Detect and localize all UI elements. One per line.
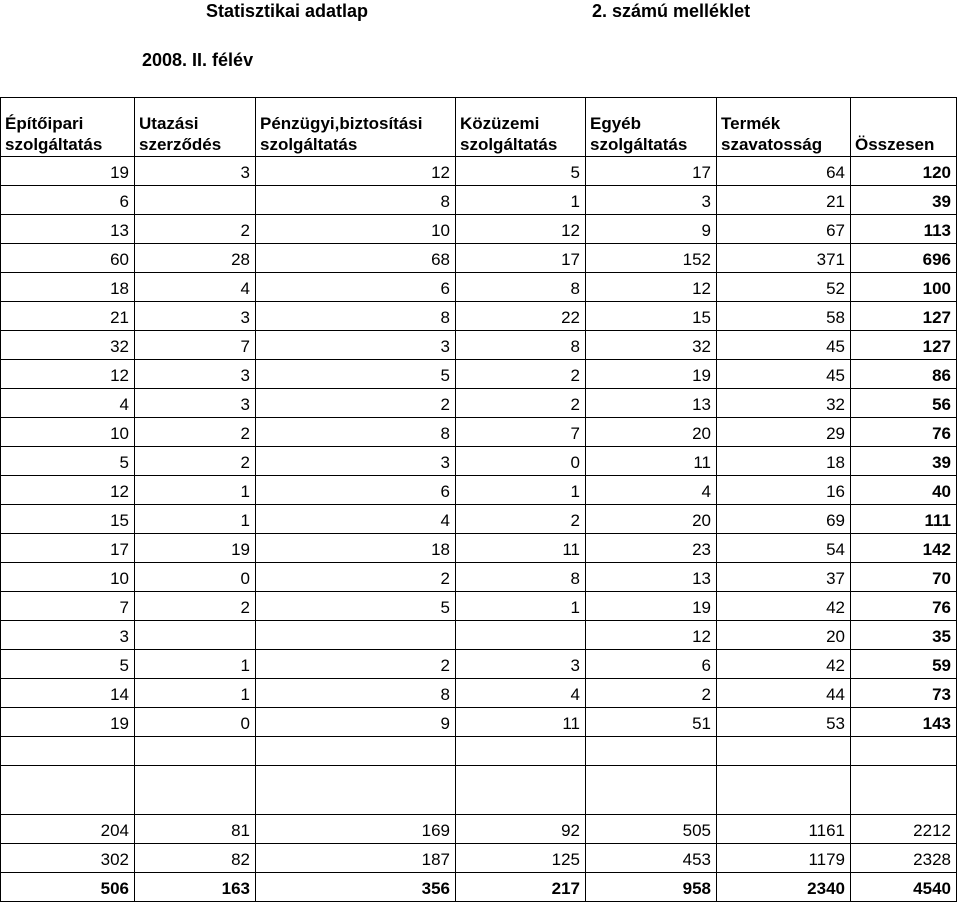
table-cell: 76 xyxy=(851,418,957,447)
column-header-label: Termék szavatosság xyxy=(721,114,823,154)
table-cell: 1 xyxy=(456,592,586,621)
table-cell: 958 xyxy=(586,873,717,902)
table-cell: 67 xyxy=(717,215,851,244)
table-cell: 56 xyxy=(851,389,957,418)
table-cell: 125 xyxy=(456,844,586,873)
table-cell: 19 xyxy=(1,157,135,186)
table-cell: 13 xyxy=(586,389,717,418)
table-cell: 19 xyxy=(586,360,717,389)
table-cell: 111 xyxy=(851,505,957,534)
column-header-label: Összesen xyxy=(855,135,935,154)
table-cell: 69 xyxy=(717,505,851,534)
table-cell: 505 xyxy=(586,815,717,844)
table-cell: 2 xyxy=(135,447,256,476)
table-cell: 2 xyxy=(586,679,717,708)
table-cell: 143 xyxy=(851,708,957,737)
empty-cell xyxy=(717,766,851,815)
table-cell: 45 xyxy=(717,360,851,389)
column-header xyxy=(456,98,586,157)
table-cell: 506 xyxy=(1,873,135,902)
table-cell: 18 xyxy=(256,534,456,563)
table-cell: 12 xyxy=(586,621,717,650)
table-cell: 20 xyxy=(586,418,717,447)
table-cell: 8 xyxy=(456,563,586,592)
table-cell: 18 xyxy=(1,273,135,302)
table-cell: 7 xyxy=(456,418,586,447)
table-row xyxy=(1,563,957,592)
table-cell: 2328 xyxy=(851,844,957,873)
empty-cell xyxy=(456,766,586,815)
table-cell: 0 xyxy=(135,708,256,737)
table-cell: 2212 xyxy=(851,815,957,844)
table-cell: 356 xyxy=(256,873,456,902)
table-cell: 29 xyxy=(717,418,851,447)
table-cell: 3 xyxy=(135,389,256,418)
table-cell: 58 xyxy=(717,302,851,331)
table-cell: 39 xyxy=(851,186,957,215)
table-cell: 6 xyxy=(256,476,456,505)
table-cell: 12 xyxy=(1,360,135,389)
table-cell: 39 xyxy=(851,447,957,476)
table-cell: 53 xyxy=(717,708,851,737)
table-cell: 51 xyxy=(586,708,717,737)
empty-cell xyxy=(586,737,717,766)
annex-label: 2. számú melléklet xyxy=(592,1,751,21)
table-cell: 1 xyxy=(456,186,586,215)
table-cell xyxy=(256,621,456,650)
table-cell: 2340 xyxy=(717,873,851,902)
table-cell: 10 xyxy=(256,215,456,244)
table-row xyxy=(1,302,957,331)
table-cell: 127 xyxy=(851,331,957,360)
table-cell: 2 xyxy=(135,592,256,621)
header-row xyxy=(1,98,957,157)
table-row xyxy=(1,505,957,534)
column-header-label: Közüzemi szolgáltatás xyxy=(460,114,558,154)
table-cell: 59 xyxy=(851,650,957,679)
table-row xyxy=(1,360,957,389)
table-cell: 2 xyxy=(135,215,256,244)
table-cell: 3 xyxy=(456,650,586,679)
table-cell: 32 xyxy=(1,331,135,360)
table-cell: 4 xyxy=(1,389,135,418)
table-cell: 13 xyxy=(1,215,135,244)
table-cell: 1 xyxy=(456,476,586,505)
table-cell: 3 xyxy=(135,157,256,186)
table-cell: 12 xyxy=(456,215,586,244)
table-cell: 3 xyxy=(586,186,717,215)
table-cell: 4 xyxy=(256,505,456,534)
table-cell: 142 xyxy=(851,534,957,563)
empty-cell xyxy=(135,737,256,766)
column-header-label: Építőipari szolgáltatás xyxy=(5,114,103,154)
table-cell: 5 xyxy=(1,650,135,679)
table-cell: 204 xyxy=(1,815,135,844)
table-cell: 16 xyxy=(717,476,851,505)
table-cell: 9 xyxy=(586,215,717,244)
column-header xyxy=(1,98,135,157)
column-header-label: Pénzügyi,biztosítási szolgáltatás xyxy=(260,114,423,154)
table-cell: 8 xyxy=(456,331,586,360)
table-row xyxy=(1,621,957,650)
table-cell: 2 xyxy=(456,360,586,389)
empty-cell xyxy=(256,766,456,815)
totals-row xyxy=(1,844,957,873)
empty-cell xyxy=(456,737,586,766)
table-cell: 5 xyxy=(456,157,586,186)
table-cell: 92 xyxy=(456,815,586,844)
column-header xyxy=(717,98,851,157)
table-cell: 302 xyxy=(1,844,135,873)
table-cell: 10 xyxy=(1,418,135,447)
empty-cell xyxy=(256,737,456,766)
table-cell: 4 xyxy=(456,679,586,708)
table-cell: 163 xyxy=(135,873,256,902)
table-cell: 15 xyxy=(586,302,717,331)
table-cell: 68 xyxy=(256,244,456,273)
column-header xyxy=(586,98,717,157)
document-title: Statisztikai adatlap xyxy=(206,1,369,21)
table-cell: 11 xyxy=(456,534,586,563)
table-row xyxy=(1,476,957,505)
table-cell xyxy=(135,621,256,650)
table-row xyxy=(1,708,957,737)
table-row xyxy=(1,215,957,244)
table-cell: 5 xyxy=(256,592,456,621)
table-cell: 7 xyxy=(1,592,135,621)
table-cell: 37 xyxy=(717,563,851,592)
table-cell: 8 xyxy=(456,273,586,302)
column-header-label: Egyéb szolgáltatás xyxy=(590,114,688,154)
table-cell: 3 xyxy=(135,360,256,389)
table-cell xyxy=(135,186,256,215)
table-row xyxy=(1,331,957,360)
totals-row xyxy=(1,815,957,844)
empty-cell xyxy=(1,737,135,766)
table-cell: 44 xyxy=(717,679,851,708)
table-cell: 18 xyxy=(717,447,851,476)
table-row xyxy=(1,447,957,476)
table-row xyxy=(1,244,957,273)
column-header xyxy=(135,98,256,157)
table-cell: 86 xyxy=(851,360,957,389)
table-cell: 2 xyxy=(456,389,586,418)
table-row xyxy=(1,389,957,418)
table-cell: 1 xyxy=(135,650,256,679)
table-cell: 22 xyxy=(456,302,586,331)
table-cell: 1 xyxy=(135,476,256,505)
table-cell: 64 xyxy=(717,157,851,186)
table-cell: 371 xyxy=(717,244,851,273)
table-cell: 127 xyxy=(851,302,957,331)
table-cell: 12 xyxy=(1,476,135,505)
empty-cell xyxy=(851,737,957,766)
table-cell: 3 xyxy=(135,302,256,331)
table-cell: 187 xyxy=(256,844,456,873)
table-cell: 2 xyxy=(256,389,456,418)
table-cell: 217 xyxy=(456,873,586,902)
table-cell: 152 xyxy=(586,244,717,273)
table-cell: 11 xyxy=(586,447,717,476)
table-cell: 19 xyxy=(1,708,135,737)
table-cell: 12 xyxy=(256,157,456,186)
table-cell: 19 xyxy=(135,534,256,563)
table-cell: 13 xyxy=(586,563,717,592)
table-cell: 2 xyxy=(256,563,456,592)
table-cell: 120 xyxy=(851,157,957,186)
table-cell: 11 xyxy=(456,708,586,737)
table-cell: 52 xyxy=(717,273,851,302)
empty-cell xyxy=(717,737,851,766)
table-row xyxy=(1,418,957,447)
table-cell: 45 xyxy=(717,331,851,360)
table-cell: 35 xyxy=(851,621,957,650)
table-cell: 8 xyxy=(256,418,456,447)
table-row xyxy=(1,534,957,563)
table-cell: 1 xyxy=(135,679,256,708)
empty-cell xyxy=(135,766,256,815)
table-cell: 3 xyxy=(1,621,135,650)
column-header xyxy=(851,98,957,157)
column-header-label: Utazási szerződés xyxy=(139,114,222,154)
table-row xyxy=(1,679,957,708)
table-cell xyxy=(456,621,586,650)
table-cell: 113 xyxy=(851,215,957,244)
table-cell: 28 xyxy=(135,244,256,273)
table-cell: 12 xyxy=(586,273,717,302)
table-cell: 20 xyxy=(586,505,717,534)
table-cell: 17 xyxy=(456,244,586,273)
table-cell: 8 xyxy=(256,302,456,331)
table-cell: 15 xyxy=(1,505,135,534)
table-cell: 76 xyxy=(851,592,957,621)
table-cell: 42 xyxy=(717,650,851,679)
table-cell: 169 xyxy=(256,815,456,844)
statistics-table xyxy=(0,97,957,902)
table-row xyxy=(1,186,957,215)
table-cell: 1 xyxy=(135,505,256,534)
table-cell: 0 xyxy=(456,447,586,476)
table-cell: 3 xyxy=(256,447,456,476)
table-cell: 70 xyxy=(851,563,957,592)
table-cell: 1179 xyxy=(717,844,851,873)
table-cell: 6 xyxy=(1,186,135,215)
empty-row xyxy=(1,737,957,766)
table-cell: 17 xyxy=(1,534,135,563)
table-cell: 42 xyxy=(717,592,851,621)
totals-row xyxy=(1,873,957,902)
table-cell: 696 xyxy=(851,244,957,273)
column-header xyxy=(256,98,456,157)
empty-cell xyxy=(586,766,717,815)
table-cell: 8 xyxy=(256,186,456,215)
table-cell: 2 xyxy=(256,650,456,679)
table-cell: 40 xyxy=(851,476,957,505)
table-cell: 8 xyxy=(256,679,456,708)
table-cell: 81 xyxy=(135,815,256,844)
empty-row xyxy=(1,766,957,815)
empty-cell xyxy=(1,766,135,815)
table-cell: 4540 xyxy=(851,873,957,902)
table-cell: 14 xyxy=(1,679,135,708)
table-cell: 453 xyxy=(586,844,717,873)
table-row xyxy=(1,273,957,302)
table-cell: 82 xyxy=(135,844,256,873)
period-label: 2008. II. félév xyxy=(142,50,254,70)
table-cell: 5 xyxy=(1,447,135,476)
table-cell: 32 xyxy=(717,389,851,418)
table-cell: 17 xyxy=(586,157,717,186)
table-cell: 2 xyxy=(456,505,586,534)
table-cell: 0 xyxy=(135,563,256,592)
table-row xyxy=(1,592,957,621)
table-cell: 60 xyxy=(1,244,135,273)
table-cell: 4 xyxy=(135,273,256,302)
table-cell: 19 xyxy=(586,592,717,621)
table-cell: 5 xyxy=(256,360,456,389)
table-cell: 100 xyxy=(851,273,957,302)
empty-cell xyxy=(851,766,957,815)
table-cell: 21 xyxy=(1,302,135,331)
table-cell: 10 xyxy=(1,563,135,592)
table-cell: 2 xyxy=(135,418,256,447)
table-cell: 4 xyxy=(586,476,717,505)
table-cell: 23 xyxy=(586,534,717,563)
table-cell: 3 xyxy=(256,331,456,360)
table-cell: 54 xyxy=(717,534,851,563)
table-cell: 9 xyxy=(256,708,456,737)
table-cell: 6 xyxy=(586,650,717,679)
table-cell: 20 xyxy=(717,621,851,650)
table-cell: 7 xyxy=(135,331,256,360)
table-cell: 21 xyxy=(717,186,851,215)
table-row xyxy=(1,650,957,679)
table-cell: 6 xyxy=(256,273,456,302)
table-cell: 32 xyxy=(586,331,717,360)
table-cell: 1161 xyxy=(717,815,851,844)
table-row xyxy=(1,157,957,186)
table-cell: 73 xyxy=(851,679,957,708)
